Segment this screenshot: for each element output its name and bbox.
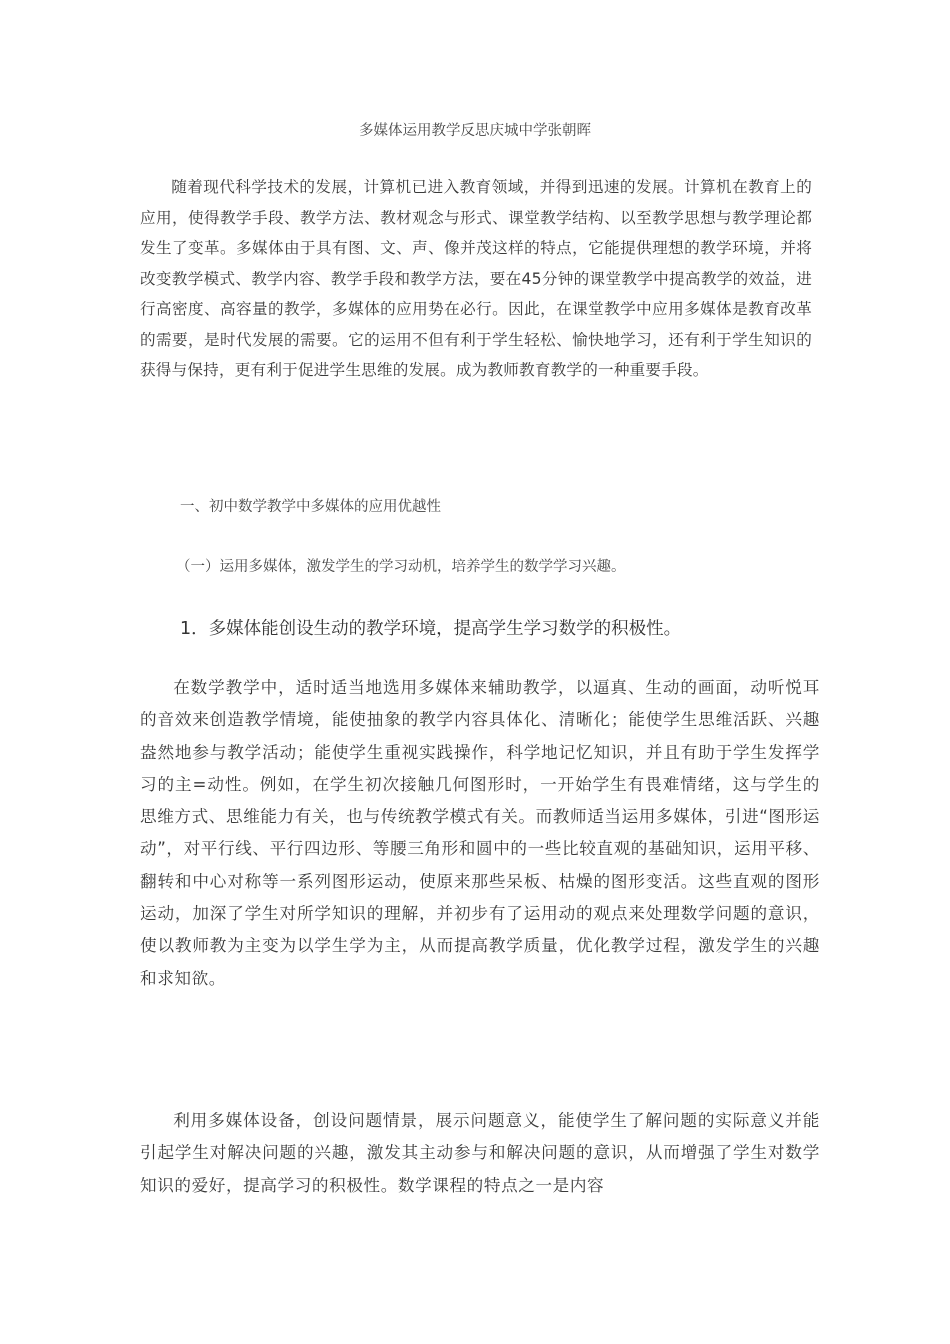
subsection-heading: （一）运用多媒体，激发学生的学习动机，培养学生的数学学习兴趣。: [176, 559, 626, 575]
body-paragraph-2: 利用多媒体设备，创设问题情景，展示问题意义，能使学生了解问题的实际意义并能引起学生对解决问题的兴趣，激发其主动参与和解决问题的意识，从而增强了学生对数学知识的爱好，提高学习的积极性。数学课程的特点之一是内容: [140, 1111, 820, 1195]
intro-paragraph: 随着现代科学技术的发展，计算机已进入教育领域，并得到迅速的发展。计算机在教育上的应用，使得教学手段、教学方法、教材观念与形式、课堂教学结构、以至教学思想与教学理论都发生了变革。多媒体由于具有图、文、声、像并茂这样的特点，它能提供理想的教学环境，并将改变教学模式、教学内容、教学手段和教学方法，要在45分钟的课堂教学中提高教学的效益，进行高密度、高容量的教学，多媒体的应用势在必行。因此，在课堂教学中应用多媒体是教育改革的需要，是时代发展的需要。它的运用不但有利于学生轻松、愉快地学习，还有利于学生知识的获得与保持，更有利于促进学生思维的发展。成为教师教育教学的一种重要手段。: [140, 178, 812, 379]
document-title: 多媒体运用教学反思庆城中学张朝晖: [359, 123, 591, 139]
body-paragraph-1: 在数学教学中，适时适当地选用多媒体来辅助教学，以逼真、生动的画面，动听悦耳的音效来创造教学情境，能使抽象的教学内容具体化、清晰化；能使学生思维活跃、兴趣盎然地参与教学活动；能使学生重视实践操作，科学地记忆知识，并且有助于学生发挥学习的主=动性。例如，在学生初次接触几何图形时，一开始学生有畏难情绪，这与学生的思维方式、思维能力有关，也与传统教学模式有关。而教师适当运用多媒体，引进“图形运动”，对平行线、平行四边形、等腰三角形和圆中的一些比较直观的基础知识，运用平移、翻转和中心对称等一系列图形运动，使原来那些呆板、枯燥的图形变活。这些直观的图形运动，加深了学生对所学知识的理解，并初步有了运用动的观点来处理数学问题的意识，使以教师教为主变为以学生学为主，从而提高教学质量，优化教学过程，激发学生的兴趣和求知欲。: [140, 678, 820, 988]
section-heading: 一、初中数学教学中多媒体的应用优越性: [180, 499, 441, 515]
point-heading: 1．多媒体能创设生动的教学环境，提高学生学习数学的积极性。: [180, 619, 682, 639]
